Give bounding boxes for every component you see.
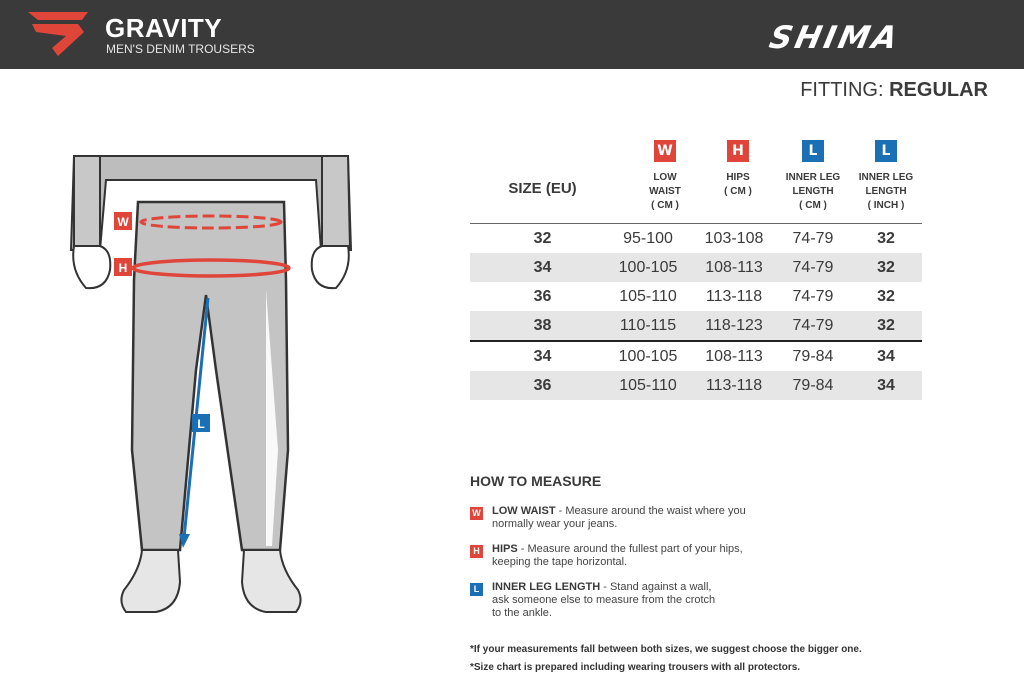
table-row: [470, 342, 922, 371]
column-header-line: LENGTH: [792, 186, 834, 197]
table-cell: 79-84: [792, 377, 834, 394]
note-between-sizes: *If your measurements fall between both sizes, we suggest choose the bigger one.: [470, 644, 862, 655]
product-title: GRAVITY: [105, 13, 223, 43]
table-cell: 74-79: [792, 288, 834, 305]
table-cell: 105-110: [619, 377, 677, 394]
table-row: [470, 371, 922, 400]
figure-l-label: L: [197, 417, 205, 431]
instruction-badge: W: [470, 507, 483, 520]
instruction-text-line: to the ankle.: [492, 607, 552, 619]
column-badge-w: W: [654, 140, 676, 162]
how-to-measure-title: HOW TO MEASURE: [470, 473, 602, 489]
table-cell: 105-110: [619, 288, 677, 305]
note-protectors: *Size chart is prepared including wearing trousers with all protectors.: [470, 662, 801, 673]
table-cell: 32: [877, 288, 895, 305]
size-chart-table: [470, 140, 922, 400]
table-cell: 38: [533, 317, 552, 334]
header-bar: [0, 0, 1024, 69]
instruction-term: INNER LEG LENGTH: [492, 581, 601, 593]
instruction-term: HIPS: [492, 543, 518, 555]
column-header-1: [698, 140, 778, 199]
instruction-text: - Measure around the fullest part of your hips,: [517, 543, 743, 555]
trousers-figure-illustration: [66, 150, 356, 620]
table-cell: 108-113: [705, 259, 763, 276]
instruction-badge: H: [470, 545, 483, 558]
column-header-2: [773, 140, 853, 213]
figure-h-label: H: [118, 261, 128, 275]
instruction-text-line: ask someone else to measure from the crotch: [492, 594, 716, 606]
table-cell: 113-118: [705, 288, 763, 305]
table-cell: 32: [877, 230, 895, 247]
figure-w-label: W: [117, 215, 129, 229]
instruction-term: LOW WAIST: [492, 505, 556, 517]
measure-instruction-l: [470, 581, 890, 620]
column-header-line: WAIST: [649, 186, 681, 197]
table-cell: 100-105: [618, 348, 678, 365]
table-cell: 74-79: [792, 230, 834, 247]
shima-s-logo-icon: [28, 12, 88, 56]
table-cell: 110-115: [619, 317, 677, 334]
size-column-header: SIZE (EU): [508, 180, 577, 197]
instruction-text-line: keeping the tape horizontal.: [492, 556, 628, 568]
instruction-text: - Measure around the waist where you: [555, 505, 746, 517]
column-header-line: INNER LEG: [785, 172, 841, 183]
table-cell: 34: [877, 348, 895, 365]
column-badge-l: L: [802, 140, 824, 162]
table-cell: 74-79: [792, 317, 834, 334]
table-cell: 74-79: [792, 259, 834, 276]
product-subtitle: MEN'S DENIM TROUSERS: [106, 42, 255, 56]
table-cell: 108-113: [705, 348, 763, 365]
measure-instruction-h: [470, 543, 890, 569]
column-header-line: ( CM ): [724, 186, 752, 197]
table-cell: 34: [533, 259, 552, 276]
table-cell: 103-108: [704, 230, 764, 247]
column-header-3: [850, 140, 922, 213]
column-header-line: ( CM ): [799, 200, 827, 211]
table-cell: 32: [877, 317, 895, 334]
table-cell: 36: [533, 377, 552, 394]
table-cell: 36: [533, 288, 552, 305]
table-cell: 34: [533, 348, 552, 365]
table-row: [470, 224, 922, 253]
column-header-line: ( INCH ): [867, 200, 905, 211]
table-cell: 113-118: [705, 377, 763, 394]
table-row: [470, 253, 922, 282]
column-header-line: HIPS: [726, 172, 750, 183]
column-header-line: LENGTH: [865, 186, 907, 197]
fitting-label: [800, 79, 988, 102]
column-badge-l: L: [875, 140, 897, 162]
table-row: [470, 311, 922, 340]
table-cell: 95-100: [623, 230, 673, 247]
table-cell: 32: [533, 230, 552, 247]
column-header-line: INNER LEG: [858, 172, 914, 183]
table-cell: 79-84: [792, 348, 834, 365]
table-cell: 118-123: [705, 317, 763, 334]
table-cell: 100-105: [618, 259, 678, 276]
column-badge-h: H: [727, 140, 749, 162]
brand-wordmark: SHIMA: [766, 20, 904, 56]
table-row: [470, 282, 922, 311]
shima-brand-logo: [766, 20, 996, 56]
instruction-text-line: normally wear your jeans.: [492, 518, 618, 530]
fitting-prefix: FITTING:: [800, 79, 884, 101]
column-header-line: LOW: [653, 172, 677, 183]
instruction-badge: L: [470, 583, 483, 596]
measure-instruction-w: [470, 505, 890, 531]
table-header-row: [470, 140, 922, 224]
table-cell: 34: [877, 377, 895, 394]
how-to-measure-section: [470, 473, 890, 632]
fitting-value: REGULAR: [889, 79, 988, 101]
column-header-line: ( CM ): [651, 200, 679, 211]
table-cell: 32: [877, 259, 895, 276]
instruction-text: - Stand against a wall,: [600, 581, 712, 593]
